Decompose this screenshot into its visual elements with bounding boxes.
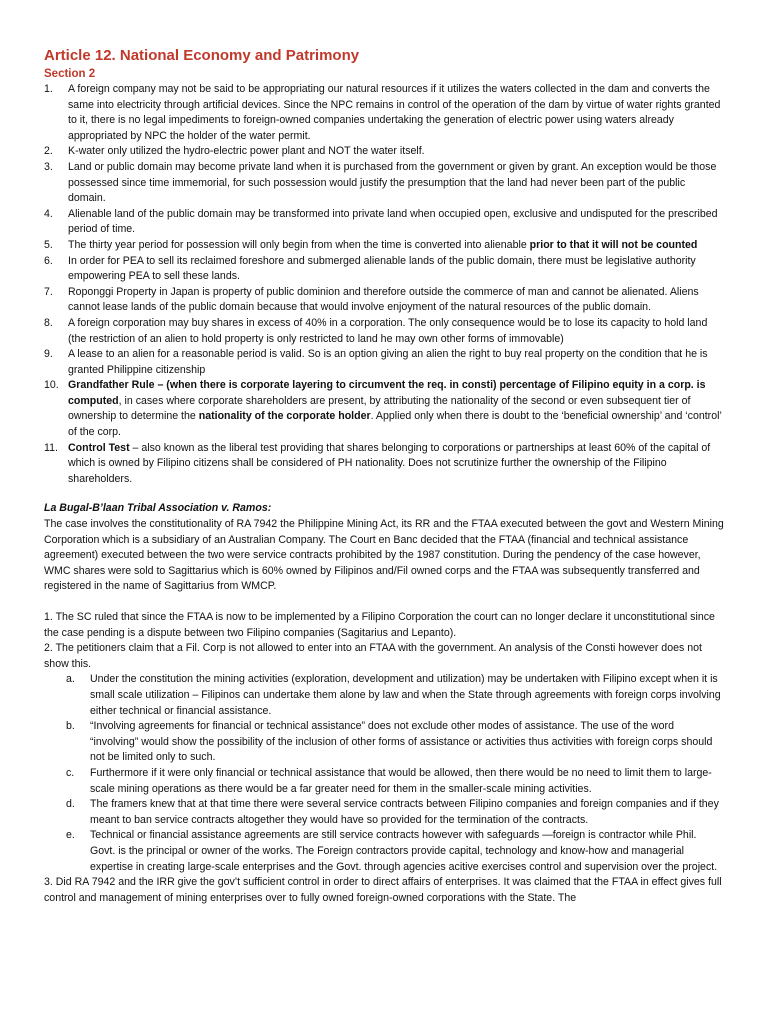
item-number: 10. xyxy=(44,379,59,392)
list-item xyxy=(44,238,724,254)
item-text: Under the constitution the mining activities (exploration, development and utilization) may be undertaken with Filipino except when it is small scale utilization – Filipinos can undertake them alone by law and when the State through agreements with foreign corps involving either technical or financial assistance. xyxy=(90,673,721,717)
principles-list xyxy=(44,82,724,487)
item-text: A foreign corporation may buy shares in excess of 40% in a corporation. The only consequence would be to lose its capacity to hold land (the restriction of an alien to hold property is only restricted to land he may own other forms of immovable) xyxy=(68,316,708,345)
item-text: Technical or financial assistance agreements are still service contracts however with safeguards —foreign is contractor while Phil. Govt. is the principal or owner of the works. The Foreign contractors provide capital, technology and know-how and managerial expertise in creating large-scale enterprises and the Govt. through agencies acitive exercises control and supervision over the project. xyxy=(90,829,718,873)
item-number: 5. xyxy=(44,238,53,251)
item-number: 6. xyxy=(44,254,53,267)
list-item xyxy=(66,766,724,797)
article-title: Article 12. National Economy and Patrimony xyxy=(44,47,360,64)
item-text: – also known as the liberal test providing that shares belonging to corporations or partnerships at least 60% of the capital of which is owned by Filipino citizens shall be considered of PH nationality. Does not scrutinize further the ownership of the Filipino shareholders. xyxy=(68,441,711,485)
ruling-3: 3. Did RA 7942 and the IRR give the gov’t sufficient control in order to direct affairs of enterprises. It was claimed that the FTAA in effect gives full control and management of mining enterprises over to fully owned foreign-owned corporations with the State. The xyxy=(44,876,722,904)
ruling-1: 1. The SC ruled that since the FTAA is now to be implemented by a Filipino Corporation the court can no longer declare it unconstitutional since the case pending is a dispute between two Filipino companies (Sagitarius and Lepanto). xyxy=(44,611,715,639)
list-item xyxy=(44,82,724,144)
item-letter: b. xyxy=(66,720,75,733)
case-title: La Bugal-B’laan Tribal Association v. Ramos: xyxy=(44,502,272,515)
item-letter: c. xyxy=(66,766,75,779)
list-item xyxy=(66,828,724,875)
item-number: 11. xyxy=(44,441,58,454)
list-item xyxy=(44,160,724,207)
item-text: Alienable land of the public domain may be transformed into private land when occupied open, exclusive and undisputed for the prescribed period of time. xyxy=(68,207,718,236)
list-item xyxy=(44,316,724,347)
section-heading: Section 2 xyxy=(44,68,96,80)
item-number: 3. xyxy=(44,160,53,173)
ruling-2: 2. The petitioners claim that a Fil. Corp is not allowed to enter into an FTAA with the government. An analysis of the Consti however does not show this. xyxy=(44,642,702,670)
item-letter: d. xyxy=(66,798,75,811)
item-number: 9. xyxy=(44,348,53,361)
item-text: nationality of the corporate holder xyxy=(198,410,371,423)
item-text: A foreign company may not be said to be appropriating our natural resources if it utilizes the waters collected in the dam and converts the same into electricity through artificial devices. Since the NPC remains in control of the operation of the dam by virtue of water rights granted to it, there is no legal impediments to foreign-owned companies undertaking the generation of electric power using waters already appropriated by NPC the holder of the water permit. xyxy=(68,83,721,142)
item-number: 8. xyxy=(44,316,53,329)
analysis-list xyxy=(44,672,724,875)
item-text: Land or public domain may become private land when it is purchased from the government or given by grant. An exception would be those possessed since time immemorial, for such possession would justify the presumption that the land had never been part of the public domain. xyxy=(68,160,717,205)
item-text: In order for PEA to sell its reclaimed foreshore and submerged alienable lands of the public domain, there must be legislative authority empowering PEA to sell these lands. xyxy=(68,254,696,283)
list-item xyxy=(66,719,724,766)
item-letter: a. xyxy=(66,673,75,686)
item-letter: e. xyxy=(66,829,75,842)
list-item xyxy=(44,378,724,440)
list-item xyxy=(44,144,724,160)
item-text: Control Test xyxy=(68,441,130,454)
item-text: prior to that it will not be counted xyxy=(529,238,698,251)
item-text: Roponggi Property in Japan is property of public dominion and therefore outside the commerce of man and cannot be alienated. Aliens cannot lease lands of the public domain because that would involve enjoyment of the natural resources of the public domain. xyxy=(68,285,699,314)
list-item xyxy=(44,347,724,378)
item-number: 7. xyxy=(44,285,53,298)
item-text: The thirty year period for possession will only begin from when the time is converted into alienable xyxy=(68,238,530,251)
case-body: The case involves the constitutionality of RA 7942 the Philippine Mining Act, its RR and the FTAA executed between the govt and Western Mining Corporation which is a subsidiary of an Australian Company. The Court en Banc decided that the FTAA (financial and technical assistance agreement) executed between the two were service contracts prohibited by the 1987 constitution. During the pendency of the case however, WMC shares were sold to Sagittarius which is 60% owned by Filipinos and/Fil owned corps and the FTAA was subsequently transferred and registered in the name of Sagittarius from WMCP. xyxy=(44,518,724,593)
list-item xyxy=(66,797,724,828)
item-number: 4. xyxy=(44,207,53,220)
item-number: 1. xyxy=(44,83,53,95)
item-text: Grandfather Rule – (when there is corporate layering to circumvent the req. in consti) percentage of Filipino equity in a corp. is computed xyxy=(68,379,706,407)
item-text: A lease to an alien for a reasonable period is valid. So is an option giving an alien the right to buy real property on the condition that he is granted Philippine citizenship xyxy=(68,348,708,376)
item-text: . Applied only when there is doubt to the ‘beneficial ownership’ and ‘control’ of the corp. xyxy=(68,410,722,439)
item-text: “Involving agreements for financial or technical assistance” does not exclude other modes of assistance. The use of the word “involving” would show the possibility of the inclusion of other forms of assistance or activities thus activities with foreign corps should not be limited only to such. xyxy=(90,720,713,764)
list-item xyxy=(44,207,724,238)
item-number: 2. xyxy=(44,145,53,158)
list-item xyxy=(44,254,724,285)
item-text: Furthermore if it were only financial or technical assistance that would be allowed, then there would be no need to limit them to large-scale mining operations as there would be a far greater need for them in the smaller-scale mining activities. xyxy=(90,766,712,795)
item-text: , in cases where corporate shareholders are present, by attributing the nationality of the second or even subsequent tier of ownership to determine the xyxy=(68,394,691,423)
list-item xyxy=(66,672,724,719)
item-text: The framers knew that at that time there were several service contracts between Filipino companies and foreign companies and if they meant to ban service contracts altogether they would have so provided for the termination of the contracts. xyxy=(90,798,719,826)
item-text: K-water only utilized the hydro-electric power plant and NOT the water itself. xyxy=(68,145,425,158)
list-item xyxy=(44,285,724,316)
list-item xyxy=(44,441,724,488)
